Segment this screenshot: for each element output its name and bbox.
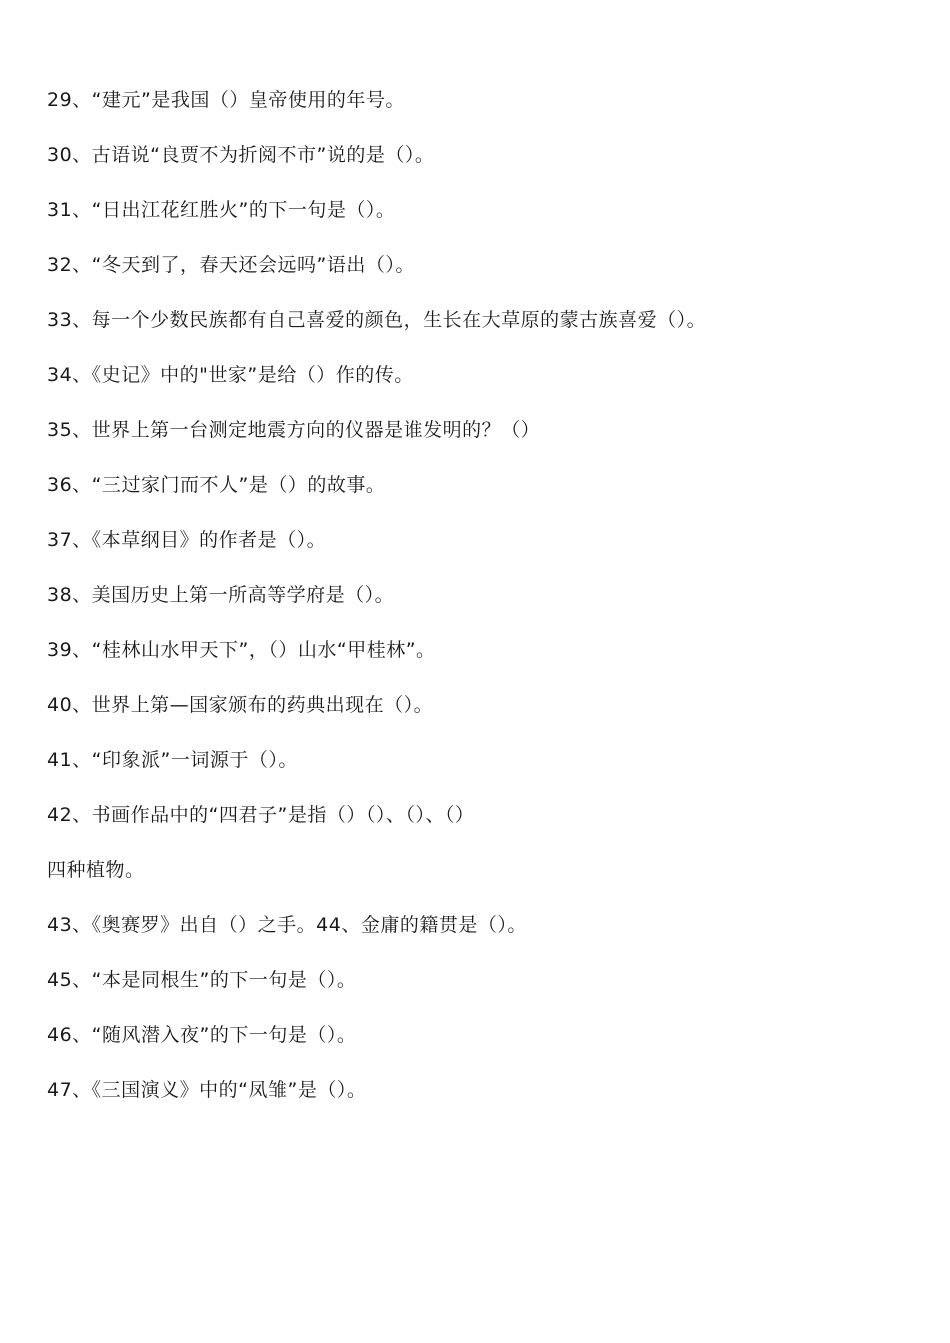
- question-47: 47、《三国演义》中的“凤雏”是（）。: [47, 1079, 367, 1101]
- question-41: 41、“印象派”一词源于（）。: [47, 749, 298, 771]
- question-29: 29、“建元”是我国（）皇帝使用的年号。: [47, 89, 405, 111]
- question-38: 38、美国历史上第一所高等学府是（）。: [47, 584, 395, 606]
- question-42: 42、书画作品中的“四君子”是指（）（）、（）、（）: [47, 804, 475, 826]
- question-37: 37、《本草纲目》的作者是（）。: [47, 529, 327, 551]
- question-46: 46、“随风潜入夜”的下一句是（）。: [47, 1024, 357, 1046]
- question-31: 31、“日出江花红胜火”的下一句是（）。: [47, 199, 396, 221]
- question-42-continuation: 四种植物。: [47, 859, 145, 881]
- question-34: 34、《史记》中的"世家”是给（）作的传。: [47, 364, 414, 386]
- question-43-44: 43、《奥赛罗》出自（）之手。44、金庸的籍贯是（）。: [47, 914, 527, 936]
- question-35: 35、世界上第一台测定地震方向的仪器是谁发明的？（）: [47, 419, 541, 441]
- question-39: 39、“桂林山水甲天下”，（）山水“甲桂林”。: [47, 639, 436, 661]
- question-30: 30、古语说“良贾不为折阅不市”说的是（）。: [47, 144, 435, 166]
- question-36: 36、“三过家门而不人”是（）的故事。: [47, 474, 386, 496]
- question-list: [47, 86, 907, 1131]
- question-32: 32、“冬天到了，春天还会远吗”语出（）。: [47, 254, 415, 276]
- question-40: 40、世界上第—国家颁布的药典出现在（）。: [47, 694, 434, 716]
- question-33: 33、每一个少数民族都有自己喜爱的颜色，生长在大草原的蒙古族喜爱（）。: [47, 309, 707, 331]
- question-45: 45、“本是同根生”的下一句是（）。: [47, 969, 357, 991]
